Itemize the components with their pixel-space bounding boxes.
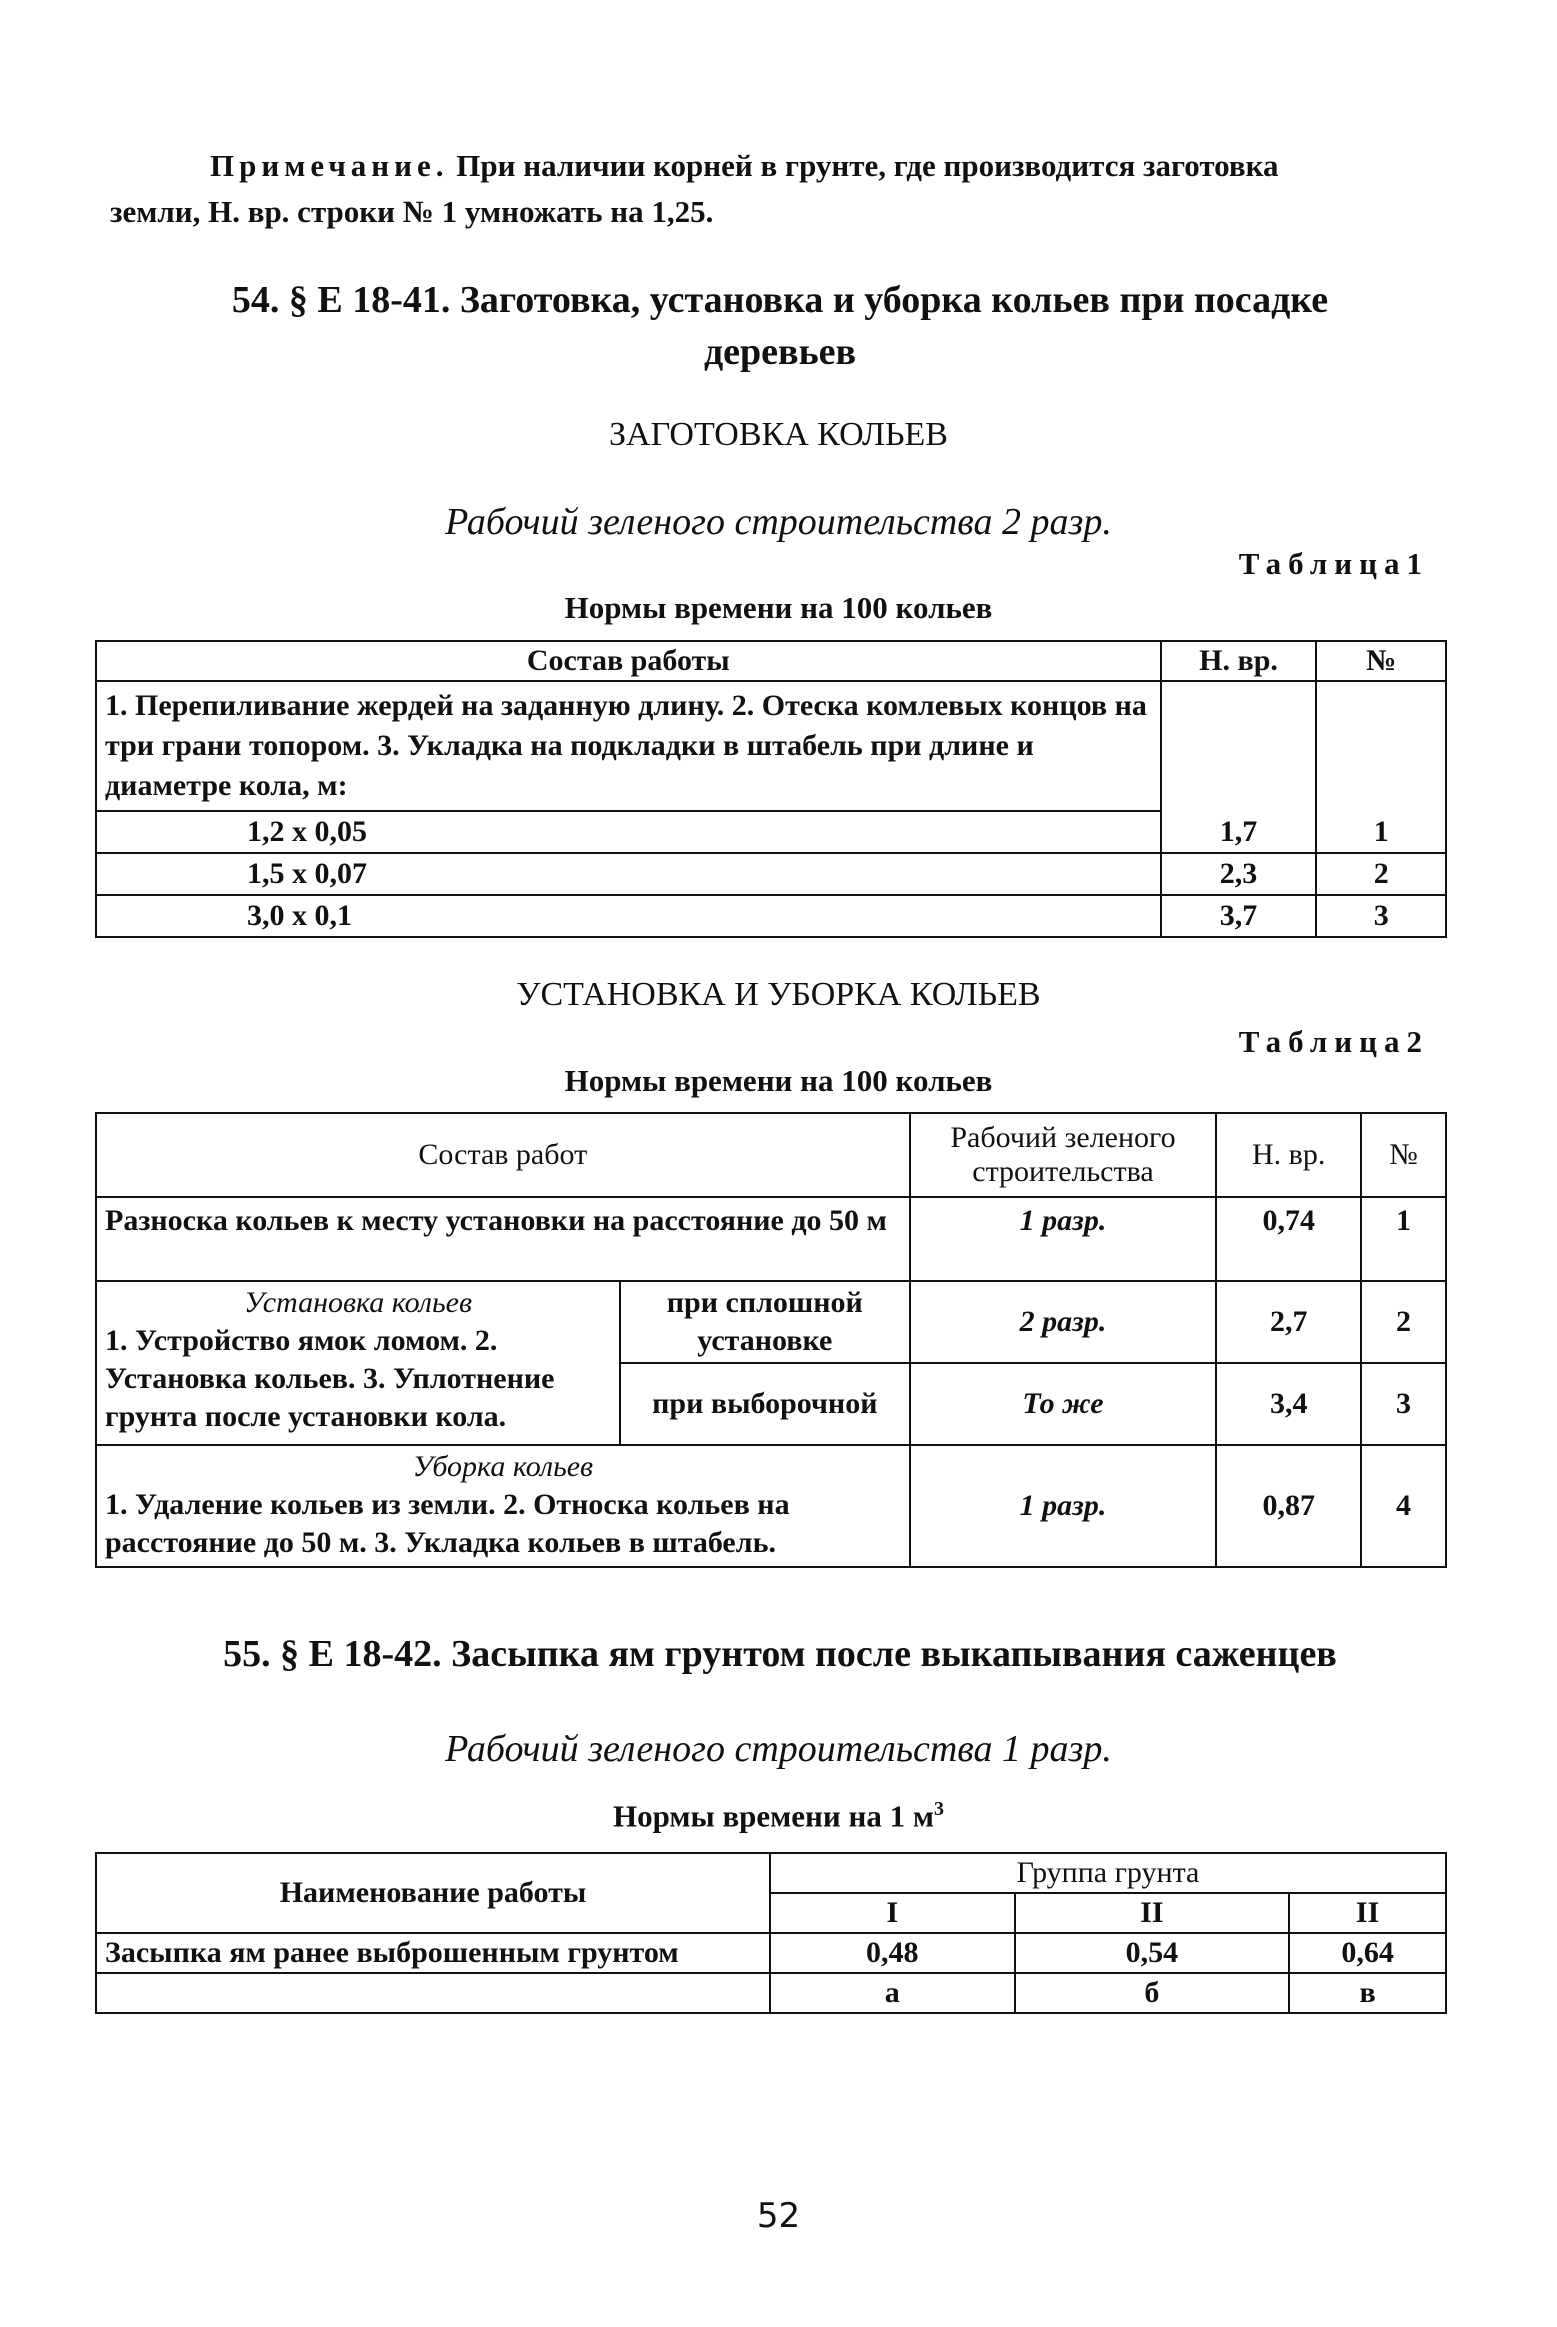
t2-row4-grade: 1 разр. bbox=[910, 1445, 1217, 1567]
section-55-title: 55. § Е 18-42. Засыпка ям грунтом после выкапывания саженцев bbox=[223, 1633, 1337, 1675]
t2-row1-grade: 1 разр. bbox=[910, 1197, 1217, 1281]
table-row bbox=[96, 1973, 1446, 2013]
note-paragraph bbox=[110, 143, 1390, 235]
t3-letter-c: в bbox=[1289, 1973, 1446, 2013]
t3-value-c: 0,64 bbox=[1289, 1933, 1446, 1973]
t1-hvr: 3,7 bbox=[1161, 895, 1317, 937]
t2-header-no: № bbox=[1361, 1113, 1446, 1197]
t2-row4-no: 4 bbox=[1361, 1445, 1446, 1567]
table-row bbox=[96, 853, 1446, 895]
t2-row4-hvr: 0,87 bbox=[1216, 1445, 1361, 1567]
table-2-label: Таблица2 bbox=[1238, 1024, 1429, 1059]
note-label: Примечание. bbox=[210, 148, 449, 183]
t2-install-cell bbox=[96, 1281, 620, 1445]
t2-removal-cell bbox=[96, 1445, 910, 1567]
table-row bbox=[96, 811, 1446, 853]
table-row bbox=[96, 1197, 1446, 1281]
t3-row-name: Засыпка ям ранее выброшенным грунтом bbox=[96, 1933, 770, 1973]
t1-no: 3 bbox=[1316, 895, 1446, 937]
t2-row1-no: 1 bbox=[1361, 1197, 1446, 1281]
t1-hvr: 2,3 bbox=[1161, 853, 1317, 895]
norms-caption-3: Нормы времени на 1 $м^3$ bbox=[612, 1798, 945, 1834]
t2-removal-title: Уборка кольев bbox=[412, 1450, 594, 1483]
table-2 bbox=[95, 1112, 1447, 1568]
t1-header-hvr: Н. вр. bbox=[1161, 641, 1317, 681]
page-number: 52 bbox=[756, 2196, 801, 2236]
t1-header-no: № bbox=[1316, 641, 1446, 681]
table-3 bbox=[95, 1852, 1447, 2014]
norms-caption-2: Нормы времени на 100 кольев bbox=[564, 1063, 993, 1098]
t2-header-worker: Рабочий зеленого строительства bbox=[910, 1113, 1217, 1197]
t2-install-text: 1. Устройство ямок ломом. 2. Установка кольев. 3. Уплотнение грунта после установки кола. bbox=[105, 1324, 555, 1433]
t2-row2-hvr: 2,7 bbox=[1216, 1281, 1361, 1363]
t2-row1-desc: Разноска кольев к месту установки на расстояние до 50 м bbox=[96, 1197, 910, 1281]
t2-row2-no: 2 bbox=[1361, 1281, 1446, 1363]
t2-row3-hvr: 3,4 bbox=[1216, 1363, 1361, 1445]
t2-header-hvr: Н. вр. bbox=[1216, 1113, 1361, 1197]
table-row bbox=[96, 1933, 1446, 1973]
t1-no: 1 bbox=[1316, 811, 1446, 853]
t3-group-2: II bbox=[1015, 1893, 1290, 1933]
t2-install-title: Установка кольев bbox=[243, 1286, 472, 1319]
table-1-label: Таблица1 bbox=[1238, 546, 1429, 581]
t2-row3-cond: при выборочной bbox=[620, 1363, 910, 1445]
t3-letter-a: а bbox=[770, 1973, 1015, 2013]
worker-grade-1: Рабочий зеленого строительства 2 разр. bbox=[445, 501, 1112, 543]
t2-row2-grade: 2 разр. bbox=[910, 1281, 1217, 1363]
t1-no: 2 bbox=[1316, 853, 1446, 895]
t1-size: 1,5 х 0,07 bbox=[96, 853, 1161, 895]
t3-letter-b: б bbox=[1015, 1973, 1290, 2013]
t3-group-3: II bbox=[1289, 1893, 1446, 1933]
norms-caption-1: Нормы времени на 100 кольев bbox=[564, 590, 993, 625]
note-text-line2: земли, Н. вр. строки № 1 умножать на 1,25. bbox=[110, 194, 714, 229]
t2-removal-text: 1. Удаление кольев из земли. 2. Относка кольев на расстояние до 50 м. 3. Укладка кольев в штабель. bbox=[105, 1488, 790, 1559]
subheading-preparation: ЗАГОТОВКА КОЛЬЕВ bbox=[609, 416, 948, 453]
t2-row3-grade: То же bbox=[910, 1363, 1217, 1445]
section-54-title: 54. § Е 18-41. Заготовка, установка и уборка кольев при посадке деревьев bbox=[231, 279, 1329, 373]
t3-header-group: Группа грунта bbox=[770, 1853, 1446, 1893]
note-text-line1: При наличии корней в грунте, где производится заготовка bbox=[456, 148, 1279, 183]
t1-header-work: Состав работы bbox=[96, 641, 1161, 681]
t1-description: 1. Перепиливание жердей на заданную длину. 2. Отеска комлевых концов на три грани топором. 3. Укладка на подкладки в штабель при длине и диаметре кола, м: bbox=[96, 681, 1161, 811]
t1-hvr: 1,7 bbox=[1161, 811, 1317, 853]
t3-value-a: 0,48 bbox=[770, 1933, 1015, 1973]
t3-header-name: Наименование работы bbox=[96, 1853, 770, 1933]
table-row bbox=[96, 895, 1446, 937]
subheading-installation: УСТАНОВКА И УБОРКА КОЛЬЕВ bbox=[516, 976, 1041, 1013]
t3-group-1: I bbox=[770, 1893, 1015, 1933]
t3-value-b: 0,54 bbox=[1015, 1933, 1290, 1973]
t1-size: 3,0 х 0,1 bbox=[96, 895, 1161, 937]
worker-grade-2: Рабочий зеленого строительства 1 разр. bbox=[445, 1728, 1112, 1770]
table-row bbox=[96, 1445, 1446, 1567]
table-row bbox=[96, 1281, 1446, 1363]
table-1 bbox=[95, 640, 1447, 938]
t2-row1-hvr: 0,74 bbox=[1216, 1197, 1361, 1281]
t1-size: 1,2 х 0,05 bbox=[96, 811, 1161, 853]
t2-header-work: Состав работ bbox=[96, 1113, 910, 1197]
t2-row3-no: 3 bbox=[1361, 1363, 1446, 1445]
t2-row2-cond: при сплошной установке bbox=[620, 1281, 910, 1363]
